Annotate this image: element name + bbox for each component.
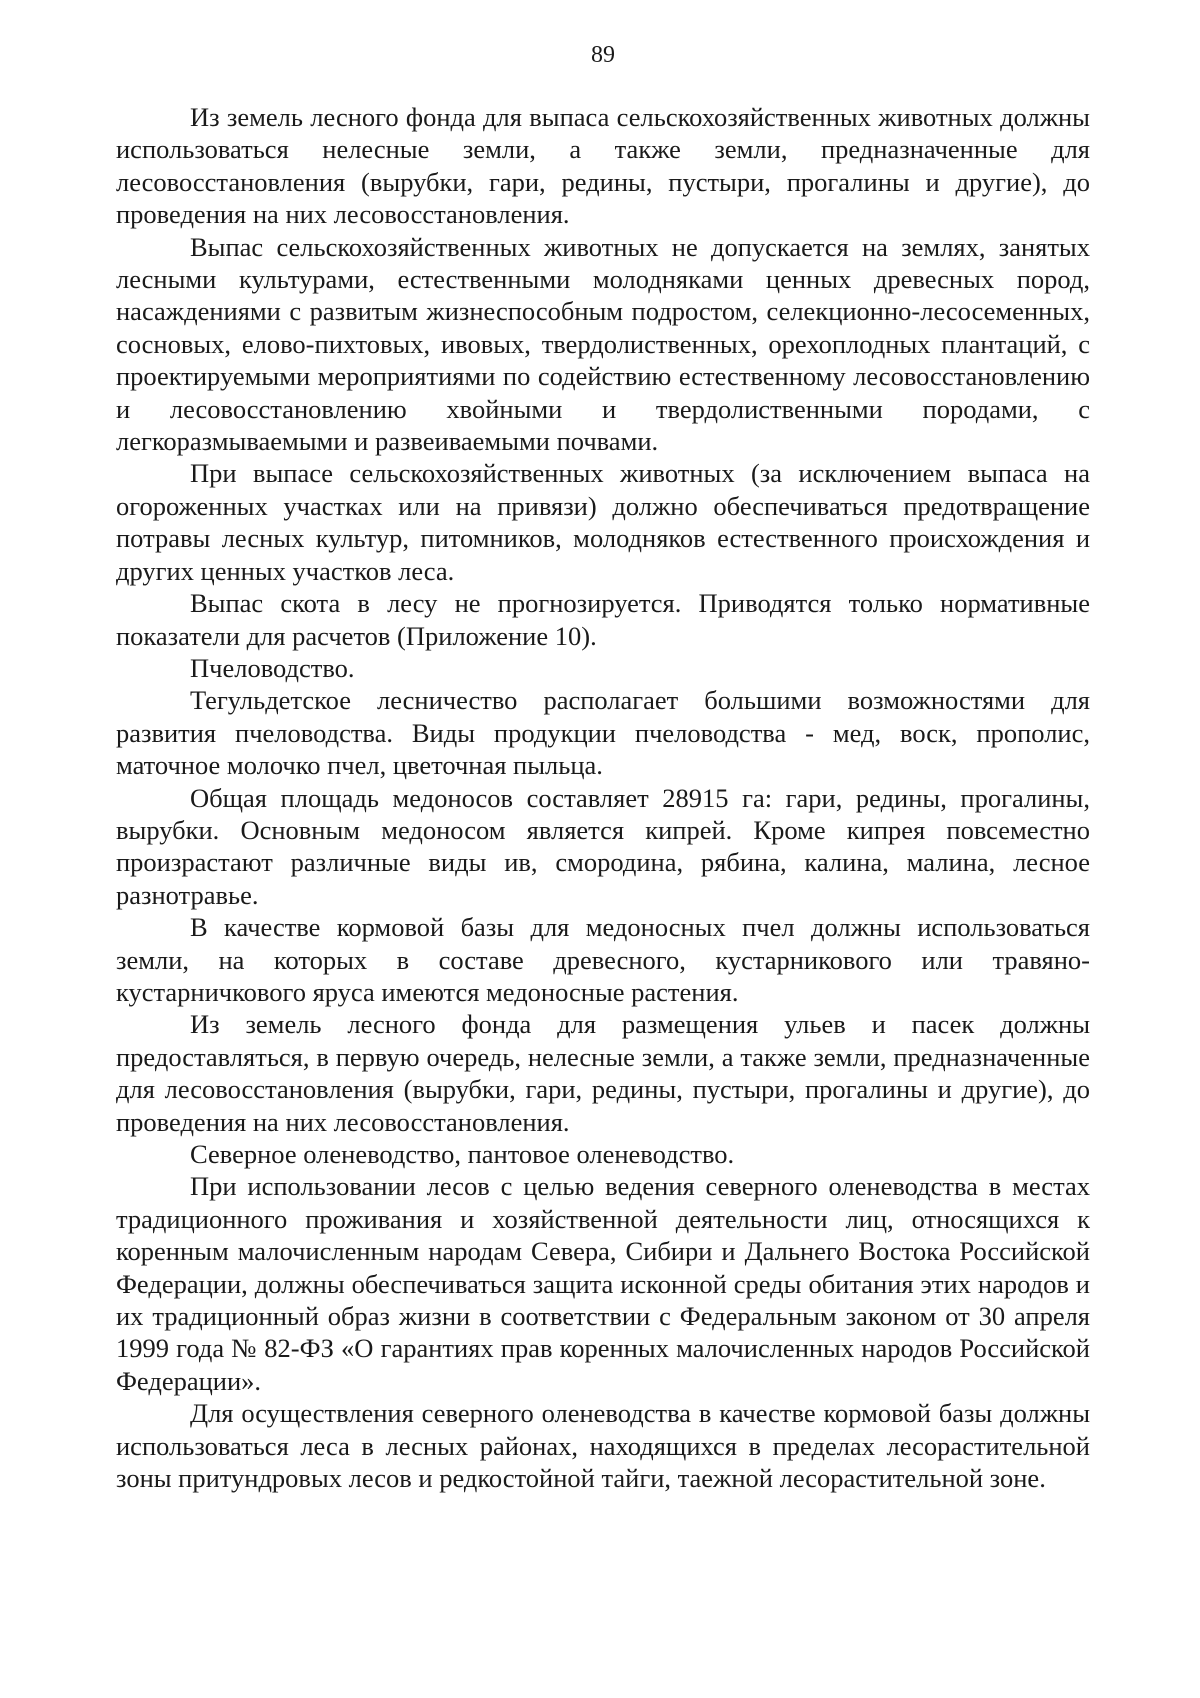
paragraph-grazing-lands: Из земель лесного фонда для выпаса сельскохозяйственных животных должны использоваться нелесные земли, а также земли, предназначенные для лесовосстановления (вырубки, гари, редины, пустыри, прогалины и другие), до проведения на них лесовосстановления. bbox=[116, 102, 1090, 230]
body-text bbox=[116, 101, 1090, 1494]
paragraph-forage-base: В качестве кормовой базы для медоносных пчел должны использоваться земли, на которых в составе древесного, кустарникового или травяно-кустарничкового яруса имеются медоносные растения. bbox=[116, 912, 1090, 1007]
paragraph-reindeer-forage: Для осуществления северного оленеводства в качестве кормовой базы должны использоваться леса в лесных районах, находящихся в пределах лесорастительной зоны притундровых лесов и редкостойной тайги, таежной лесорастительной зоне. bbox=[116, 1398, 1090, 1494]
paragraph-reindeer-indigenous: При использовании лесов с целью ведения северного оленеводства в местах традиционного проживания и хозяйственной деятельности лиц, относящихся к коренным малочисленным народам Севера, Сибири и Дальнего Востока Российской Федерации, должны обеспечиваться защита исконной среды обитания этих народов и их традиционный образ жизни в соответствии с Федеральным законом от 30 апреля 1999 года № 82-ФЗ «О гарантиях прав коренных малочисленных народов Российской Федерации». bbox=[116, 1171, 1090, 1396]
paragraph-beekeeping-heading: Пчеловодство. bbox=[190, 652, 355, 683]
paragraph-honey-plants-area: Общая площадь медоносов составляет 28915 га: гари, редины, прогалины, вырубки. Основным медоносом является кипрей. Кроме кипрея повсеместно произрастают различные виды ив, смородина, рябина, калина, малина, лесное разнотравье. bbox=[116, 782, 1090, 910]
paragraph-reindeer-heading: Северное оленеводство, пантовое оленеводство. bbox=[190, 1139, 735, 1169]
paragraph-grazing-restrictions: Выпас сельскохозяйственных животных не допускается на землях, занятых лесными культурами, естественными молодняками ценных древесных пород, насаждениями с развитым жизнеспособным подростом, селекционно-лесосеменных, сосновых, елово-пихтовых, ивовых, твердолиственных, орехоплодных плантаций, с проектируемыми мероприятиями по содействию естественному лесовосстановлению и лесовосстановлению хвойными и твердолиственными породами, с легкоразмываемыми и развеиваемыми почвами. bbox=[116, 231, 1090, 457]
page-number: 89 bbox=[591, 42, 615, 68]
paragraph-grazing-forecast: Выпас скота в лесу не прогнозируется. Приводятся только нормативные показатели для расчетов (Приложение 10). bbox=[116, 588, 1090, 651]
paragraph-beekeeping-potential: Тегульдетское лесничество располагает большими возможностями для развития пчеловодства. Виды продукции пчеловодства - мед, воск, прополис, маточное молочко пчел, цветочная пыльца. bbox=[116, 685, 1090, 781]
paragraph-apiary-lands: Из земель лесного фонда для размещения ульев и пасек должны предоставляться, в первую очередь, нелесные земли, а также земли, предназначенные для лесовосстановления (вырубки, гари, редины, пустыри, прогалины и другие), до проведения на них лесовосстановления. bbox=[116, 1009, 1090, 1137]
paragraph-grazing-protection: При выпасе сельскохозяйственных животных (за исключением выпаса на огороженных участках или на привязи) должно обеспечиваться предотвращение потравы лесных культур, питомников, молодняков естественного происхождения и других ценных участков леса. bbox=[116, 458, 1090, 586]
